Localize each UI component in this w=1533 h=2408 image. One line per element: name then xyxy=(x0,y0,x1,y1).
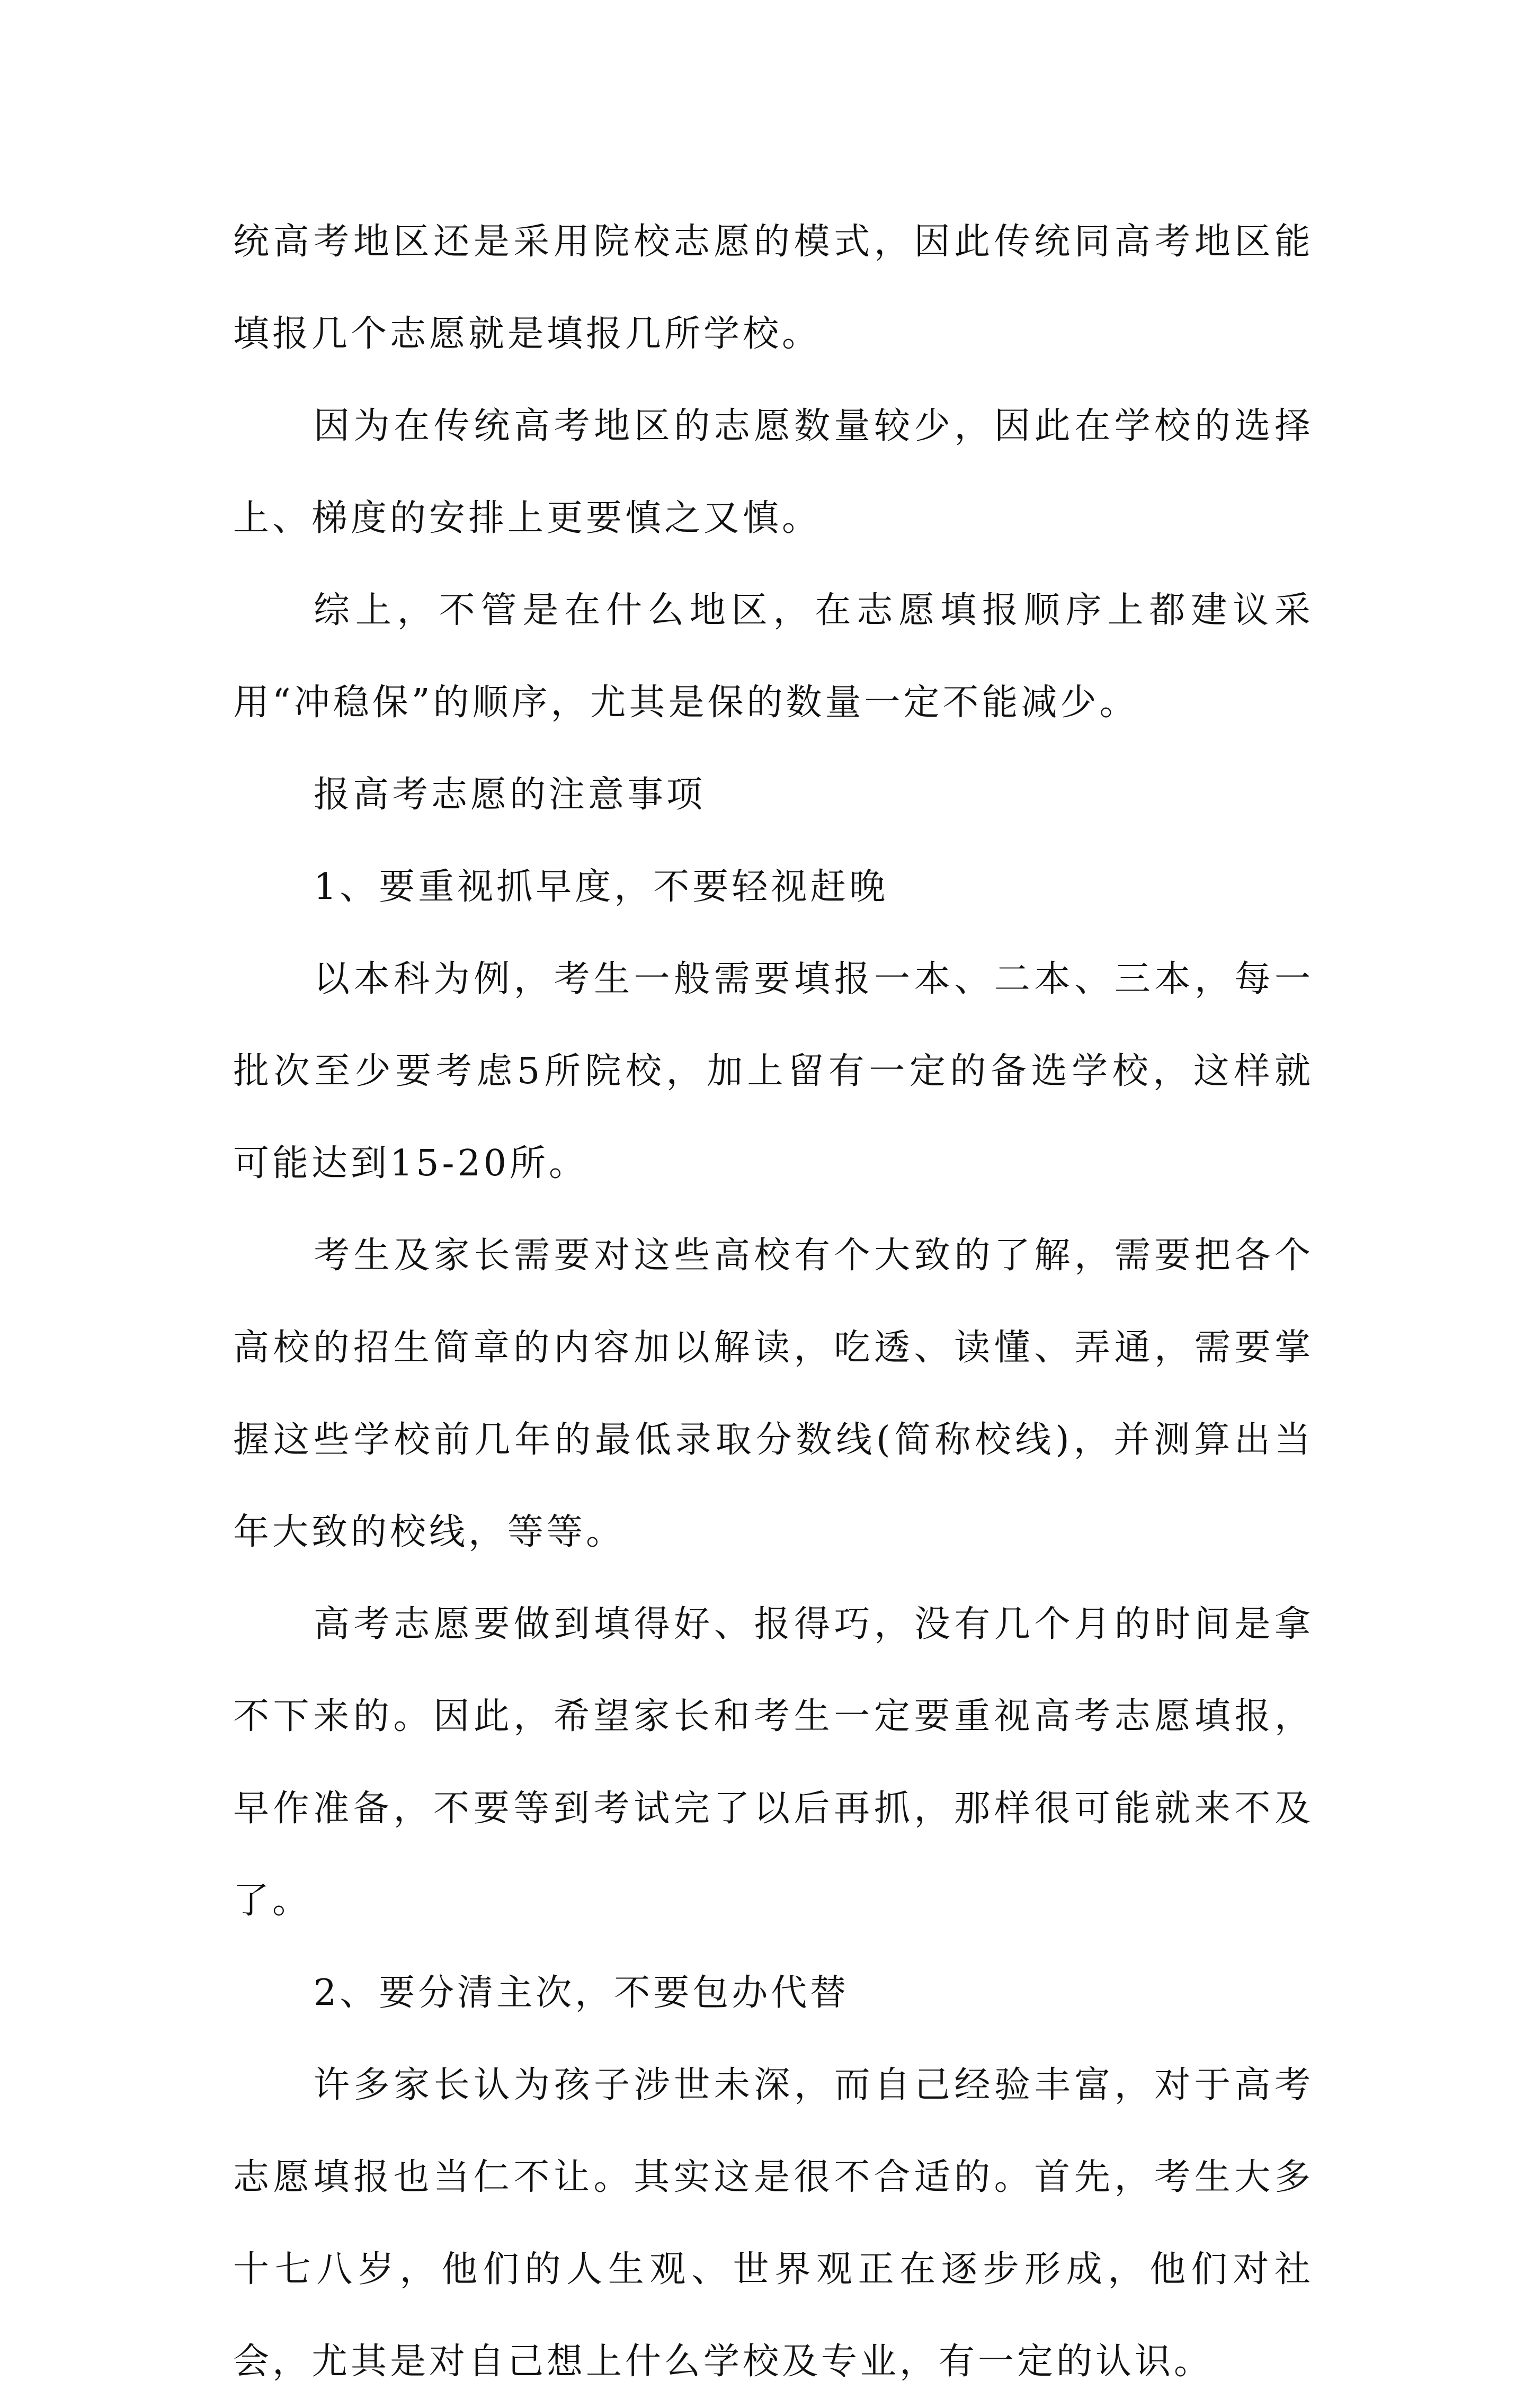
subheading-2: 2、要分清主次，不要包办代替 xyxy=(314,1972,850,2014)
paragraph-2: 因为在传统高考地区的志愿数量较少，因此在学校的选择上、梯度的安排上更要慎之又慎。 xyxy=(233,405,1314,539)
document-page xyxy=(233,196,1314,2408)
section-heading: 报高考志愿的注意事项 xyxy=(314,774,706,816)
paragraph-4: 以本科为例，考生一般需要填报一本、二本、三本，每一批次至少要考虑5所院校，加上留有一定的备选学校，这样就可能达到15-20所。 xyxy=(233,958,1314,1184)
paragraph-5: 考生及家长需要对这些高校有个大致的了解，需要把各个高校的招生简章的内容加以解读，吃透、读懂、弄通，需要掌握这些学校前几年的最低录取分数线(简称校线)，并测算出当年大致的校线，等等。 xyxy=(233,1235,1314,1553)
subheading-1: 1、要重视抓早度，不要轻视赶晚 xyxy=(314,866,889,908)
paragraph-7: 许多家长认为孩子涉世未深，而自己经验丰富，对于高考志愿填报也当仁不让。其实这是很不合适的。首先，考生大多十七八岁，他们的人生观、世界观正在逐步形成，他们对社会，尤其是对自己想上什么学校及专业，有一定的认识。 xyxy=(233,2064,1314,2383)
paragraph-3: 综上，不管是在什么地区，在志愿填报顺序上都建议采用“冲稳保”的顺序，尤其是保的数量一定不能减少。 xyxy=(233,590,1314,724)
paragraph-1: 统高考地区还是采用院校志愿的模式，因此传统同高考地区能填报几个志愿就是填报几所学校。 xyxy=(233,221,1314,355)
paragraph-6: 高考志愿要做到填得好、报得巧，没有几个月的时间是拿不下来的。因此，希望家长和考生一定要重视高考志愿填报，早作准备，不要等到考试完了以后再抓，那样很可能就来不及了。 xyxy=(233,1603,1314,1922)
